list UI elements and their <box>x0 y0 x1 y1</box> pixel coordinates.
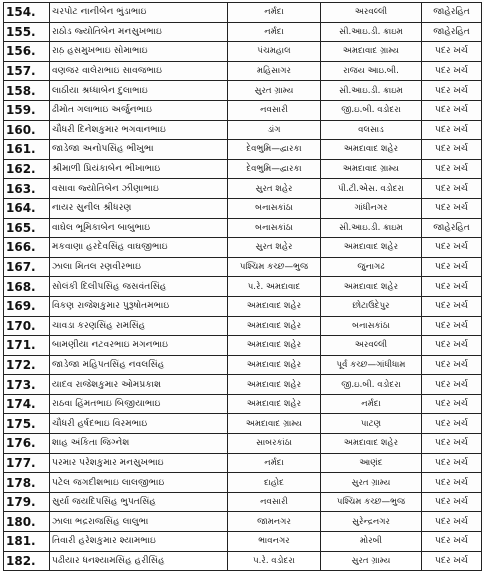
table-row <box>4 492 482 512</box>
current-posting-cell: દેવભુમિ—દ્વારકા <box>228 140 321 160</box>
transfer-reason-cell: પદર ખર્ચ <box>422 434 482 454</box>
new-posting-cell: પાટણ <box>321 414 422 434</box>
employee-name-cell: મકવાણા હરદેવસિંહ વાઘજીભાઇ <box>50 238 228 258</box>
serial-number-cell: 162. <box>4 159 50 179</box>
serial-number-cell: 165. <box>4 218 50 238</box>
new-posting-cell: સી.આઇ.ડી. ક્રાઇમ <box>321 81 422 101</box>
current-posting-cell: અમદાવાદ ગ્રામ્ય <box>228 414 321 434</box>
transfer-reason-cell: પદર ખર્ચ <box>422 179 482 199</box>
current-posting-cell: ડાંગ <box>228 120 321 140</box>
employee-name-cell: જાડેજા અનોપસિંહ ભીખુભા <box>50 140 228 160</box>
table-row <box>4 473 482 493</box>
table-row <box>4 100 482 120</box>
new-posting-cell: સુરત ગ્રામ્ય <box>321 473 422 493</box>
table-row <box>4 296 482 316</box>
new-posting-cell: વલસાડ <box>321 120 422 140</box>
serial-number-cell: 174. <box>4 394 50 414</box>
employee-name-cell: ચાવડા કરણસિંહ રામસિંહ <box>50 316 228 336</box>
table-row <box>4 198 482 218</box>
new-posting-cell: પશ્ચિમ કચ્છ—ભુજ <box>321 492 422 512</box>
transfer-reason-cell: પદર ખર્ચ <box>422 512 482 532</box>
transfer-reason-cell: પદર ખર્ચ <box>422 473 482 493</box>
transfer-reason-cell: જાહેરહિત <box>422 22 482 42</box>
serial-number-cell: 177. <box>4 453 50 473</box>
employee-name-cell: પઢીયાર ધનશ્યામસિંહ હરીસિંહ <box>50 551 228 571</box>
employee-name-cell: યાદવ રાજેશકુમાર ઓમપ્રકાશ <box>50 375 228 395</box>
transfer-reason-cell: જાહેરહિત <box>422 3 482 23</box>
new-posting-cell: મોરબી <box>321 532 422 552</box>
transfer-reason-cell: પદર ખર્ચ <box>422 42 482 62</box>
current-posting-cell: નવસારી <box>228 100 321 120</box>
current-posting-cell: અમદાવાદ શહેર <box>228 296 321 316</box>
employee-name-cell: રાઠ઼ હસમુખભાઇ સોમાભાઇ <box>50 42 228 62</box>
new-posting-cell: પૂર્વ કચ્છ—ગાંધીધામ <box>321 355 422 375</box>
transfer-reason-cell: પદર ખર્ચ <box>422 277 482 297</box>
employee-name-cell: જાડેજા મહિપતસિંહ નવલસિંહ <box>50 355 228 375</box>
current-posting-cell: અમદાવાદ શહેર <box>228 355 321 375</box>
serial-number-cell: 166. <box>4 238 50 258</box>
transfer-reason-cell: પદર ખર્ચ <box>422 375 482 395</box>
serial-number-cell: 173. <box>4 375 50 395</box>
employee-name-cell: સોલંકી દિલીપસિંહ જસવંતસિંહ <box>50 277 228 297</box>
transfer-reason-cell: પદર ખર્ચ <box>422 336 482 356</box>
current-posting-cell: અમદાવાદ શહેર <box>228 336 321 356</box>
transfer-reason-cell: પદર ખર્ચ <box>422 159 482 179</box>
table-row <box>4 277 482 297</box>
current-posting-cell: અમદાવાદ શહેર <box>228 316 321 336</box>
new-posting-cell: જુનાગઢ <box>321 257 422 277</box>
table-row <box>4 120 482 140</box>
new-posting-cell: અમદાવાદ શહેર <box>321 434 422 454</box>
serial-number-cell: 175. <box>4 414 50 434</box>
table-row <box>4 453 482 473</box>
serial-number-cell: 182. <box>4 551 50 571</box>
current-posting-cell: અમદાવાદ શહેર <box>228 375 321 395</box>
employee-name-cell: સુર્યા જયદિપસિંહ ભુપતસિંહ <box>50 492 228 512</box>
current-posting-cell: દાહોદ <box>228 473 321 493</box>
table-body <box>4 3 482 571</box>
serial-number-cell: 167. <box>4 257 50 277</box>
current-posting-cell: પ.રે. અમદાવાદ <box>228 277 321 297</box>
employee-name-cell: રાઠોડ જ્યોતિબેન મનસુખભાઇ <box>50 22 228 42</box>
transfer-reason-cell: જાહેરહિત <box>422 218 482 238</box>
current-posting-cell: સુરત શહેર <box>228 238 321 258</box>
transfer-reason-cell: પદર ખર્ચ <box>422 238 482 258</box>
current-posting-cell: મહિસાગર <box>228 61 321 81</box>
transfer-reason-cell: પદર ખર્ચ <box>422 355 482 375</box>
new-posting-cell: છોટાઉદેપુર <box>321 296 422 316</box>
serial-number-cell: 168. <box>4 277 50 297</box>
transfer-reason-cell: પદર ખર્ચ <box>422 257 482 277</box>
employee-name-cell: ચરપોટ નાનીબેન ભુંડાભાઇ <box>50 3 228 23</box>
transfer-reason-cell: પદર ખર્ચ <box>422 81 482 101</box>
table-row <box>4 3 482 23</box>
employee-name-cell: ઝાલા ભદ્રરાજસિંહ લાલુભા <box>50 512 228 532</box>
employee-name-cell: રાઠવા હિંમતભાઇ બિજીયાભાઇ <box>50 394 228 414</box>
transfer-reason-cell: પદર ખર્ચ <box>422 120 482 140</box>
new-posting-cell: નર્મદા <box>321 394 422 414</box>
serial-number-cell: 163. <box>4 179 50 199</box>
table-row <box>4 140 482 160</box>
serial-number-cell: 179. <box>4 492 50 512</box>
new-posting-cell: અમદાવાદ શહેર <box>321 238 422 258</box>
new-posting-cell: સુરત ગ્રામ્ય <box>321 551 422 571</box>
new-posting-cell: અરવલ્લી <box>321 3 422 23</box>
table-row <box>4 42 482 62</box>
current-posting-cell: અમદાવાદ શહેર <box>228 394 321 414</box>
current-posting-cell: સાબરકાંઠા <box>228 434 321 454</box>
new-posting-cell: રાજય આઇ.બી. <box>321 61 422 81</box>
serial-number-cell: 170. <box>4 316 50 336</box>
table-row <box>4 22 482 42</box>
serial-number-cell: 159. <box>4 100 50 120</box>
current-posting-cell: જામનગર <box>228 512 321 532</box>
transfer-reason-cell: પદર ખર્ચ <box>422 296 482 316</box>
serial-number-cell: 180. <box>4 512 50 532</box>
table-row <box>4 512 482 532</box>
transfer-reason-cell: પદર ખર્ચ <box>422 61 482 81</box>
employee-name-cell: તિવારી હરેશકુમાર શ્યામભાઇ <box>50 532 228 552</box>
employee-name-cell: શાહ અંકિતા જિગ્નેશ <box>50 434 228 454</box>
current-posting-cell: નવસારી <box>228 492 321 512</box>
serial-number-cell: 169. <box>4 296 50 316</box>
current-posting-cell: ભાવનગર <box>228 532 321 552</box>
transfer-reason-cell: પદર ખર્ચ <box>422 532 482 552</box>
current-posting-cell: બનાસકાંઠા <box>228 218 321 238</box>
new-posting-cell: અમદાવાદ ગ્રામ્ય <box>321 159 422 179</box>
transfer-reason-cell: પદર ખર્ચ <box>422 100 482 120</box>
employee-name-cell: લાઠીયા શ્રધ્ધાબેન દુલાભાઇ <box>50 81 228 101</box>
table-row <box>4 316 482 336</box>
table-row <box>4 238 482 258</box>
current-posting-cell: પશ્ચિમ કચ્છ—ભુજ <box>228 257 321 277</box>
table-row <box>4 551 482 571</box>
table-row <box>4 336 482 356</box>
current-posting-cell: સુરત શહેર <box>228 179 321 199</box>
employee-name-cell: વણજર વાલેરાભાઇ સાવજભાઇ <box>50 61 228 81</box>
new-posting-cell: અમદાવાદ ગ્રામ્ય <box>321 42 422 62</box>
new-posting-cell: ગાંધીનગર <box>321 198 422 218</box>
new-posting-cell: જી.ઇ.બી. વડોદરા <box>321 375 422 395</box>
table-row <box>4 81 482 101</box>
employee-name-cell: બામણીયા નટવરભાઇ મગનભાઇ <box>50 336 228 356</box>
serial-number-cell: 164. <box>4 198 50 218</box>
table-row <box>4 414 482 434</box>
new-posting-cell: સી.આઇ.ડી. ક્રાઇમ <box>321 218 422 238</box>
employee-name-cell: ચૌધરી હર્ષદભાઇ વિરમભાઇ <box>50 414 228 434</box>
table-row <box>4 394 482 414</box>
serial-number-cell: 158. <box>4 81 50 101</box>
table-row <box>4 434 482 454</box>
current-posting-cell: પંચમહાલ <box>228 42 321 62</box>
transfer-reason-cell: પદર ખર્ચ <box>422 551 482 571</box>
current-posting-cell: સુરત ગ્રામ્ય <box>228 81 321 101</box>
current-posting-cell: પ.રે. વડોદરા <box>228 551 321 571</box>
current-posting-cell: નર્મદા <box>228 453 321 473</box>
transfer-reason-cell: પદર ખર્ચ <box>422 198 482 218</box>
serial-number-cell: 157. <box>4 61 50 81</box>
table-row <box>4 355 482 375</box>
table-row <box>4 159 482 179</box>
employee-name-cell: વસાવા જ્યોતિબેન ઝીણાભાઇ <box>50 179 228 199</box>
new-posting-cell: સુરેન્દ્રનગર <box>321 512 422 532</box>
transfer-reason-cell: પદર ખર્ચ <box>422 394 482 414</box>
table-row <box>4 532 482 552</box>
transfer-reason-cell: પદર ખર્ચ <box>422 453 482 473</box>
new-posting-cell: અમદાવાદ શહેર <box>321 140 422 160</box>
table-row <box>4 61 482 81</box>
table-row <box>4 257 482 277</box>
new-posting-cell: અમદાવાદ શહેર <box>321 277 422 297</box>
transfer-roster-table <box>3 2 482 571</box>
employee-name-cell: ઝાલા મિતલ રણવીરભાઇ <box>50 257 228 277</box>
employee-name-cell: ઢીમોત ગલાભાઇ અર્જુનભાઇ <box>50 100 228 120</box>
serial-number-cell: 156. <box>4 42 50 62</box>
serial-number-cell: 181. <box>4 532 50 552</box>
new-posting-cell: જી.ઇ.બી. વડોદરા <box>321 100 422 120</box>
employee-name-cell: શ્રીમાળી પ્રિયંકાબેન ભીખાભાઇ <box>50 159 228 179</box>
new-posting-cell: સી.આઇ.ડી. ક્રાઇમ <box>321 22 422 42</box>
new-posting-cell: અરવલ્લી <box>321 336 422 356</box>
serial-number-cell: 154. <box>4 3 50 23</box>
serial-number-cell: 161. <box>4 140 50 160</box>
new-posting-cell: આણંદ <box>321 453 422 473</box>
transfer-reason-cell: પદર ખર્ચ <box>422 140 482 160</box>
serial-number-cell: 172. <box>4 355 50 375</box>
employee-name-cell: પરમાર પરેશકુમાર મનસુખભાઇ <box>50 453 228 473</box>
new-posting-cell: બનાસકાંઠા <box>321 316 422 336</box>
new-posting-cell: પી.ટી.એસ. વડોદરા <box>321 179 422 199</box>
employee-name-cell: વિકણ રાજેશકુમાર પુરૂષોતમભાઇ <box>50 296 228 316</box>
employee-name-cell: નાયર સુનીલ શ્રીધરણ <box>50 198 228 218</box>
employee-name-cell: પટેલ જગદીશભાઇ લાલજીભાઇ <box>50 473 228 493</box>
employee-name-cell: વાઘેલ ભૂમિકાબેન બાબુભાઇ <box>50 218 228 238</box>
table-row <box>4 375 482 395</box>
employee-name-cell: ચૌધરી દિનેશકુમાર ભગવાનભાઇ <box>50 120 228 140</box>
serial-number-cell: 176. <box>4 434 50 454</box>
table-row <box>4 218 482 238</box>
serial-number-cell: 171. <box>4 336 50 356</box>
current-posting-cell: નર્મદા <box>228 3 321 23</box>
serial-number-cell: 160. <box>4 120 50 140</box>
table-row <box>4 179 482 199</box>
current-posting-cell: દેવભુમિ—દ્વારકા <box>228 159 321 179</box>
serial-number-cell: 155. <box>4 22 50 42</box>
transfer-reason-cell: પદર ખર્ચ <box>422 414 482 434</box>
current-posting-cell: બનાસકાંઠા <box>228 198 321 218</box>
transfer-reason-cell: પદર ખર્ચ <box>422 316 482 336</box>
serial-number-cell: 178. <box>4 473 50 493</box>
transfer-reason-cell: પદર ખર્ચ <box>422 492 482 512</box>
current-posting-cell: નર્મદા <box>228 22 321 42</box>
